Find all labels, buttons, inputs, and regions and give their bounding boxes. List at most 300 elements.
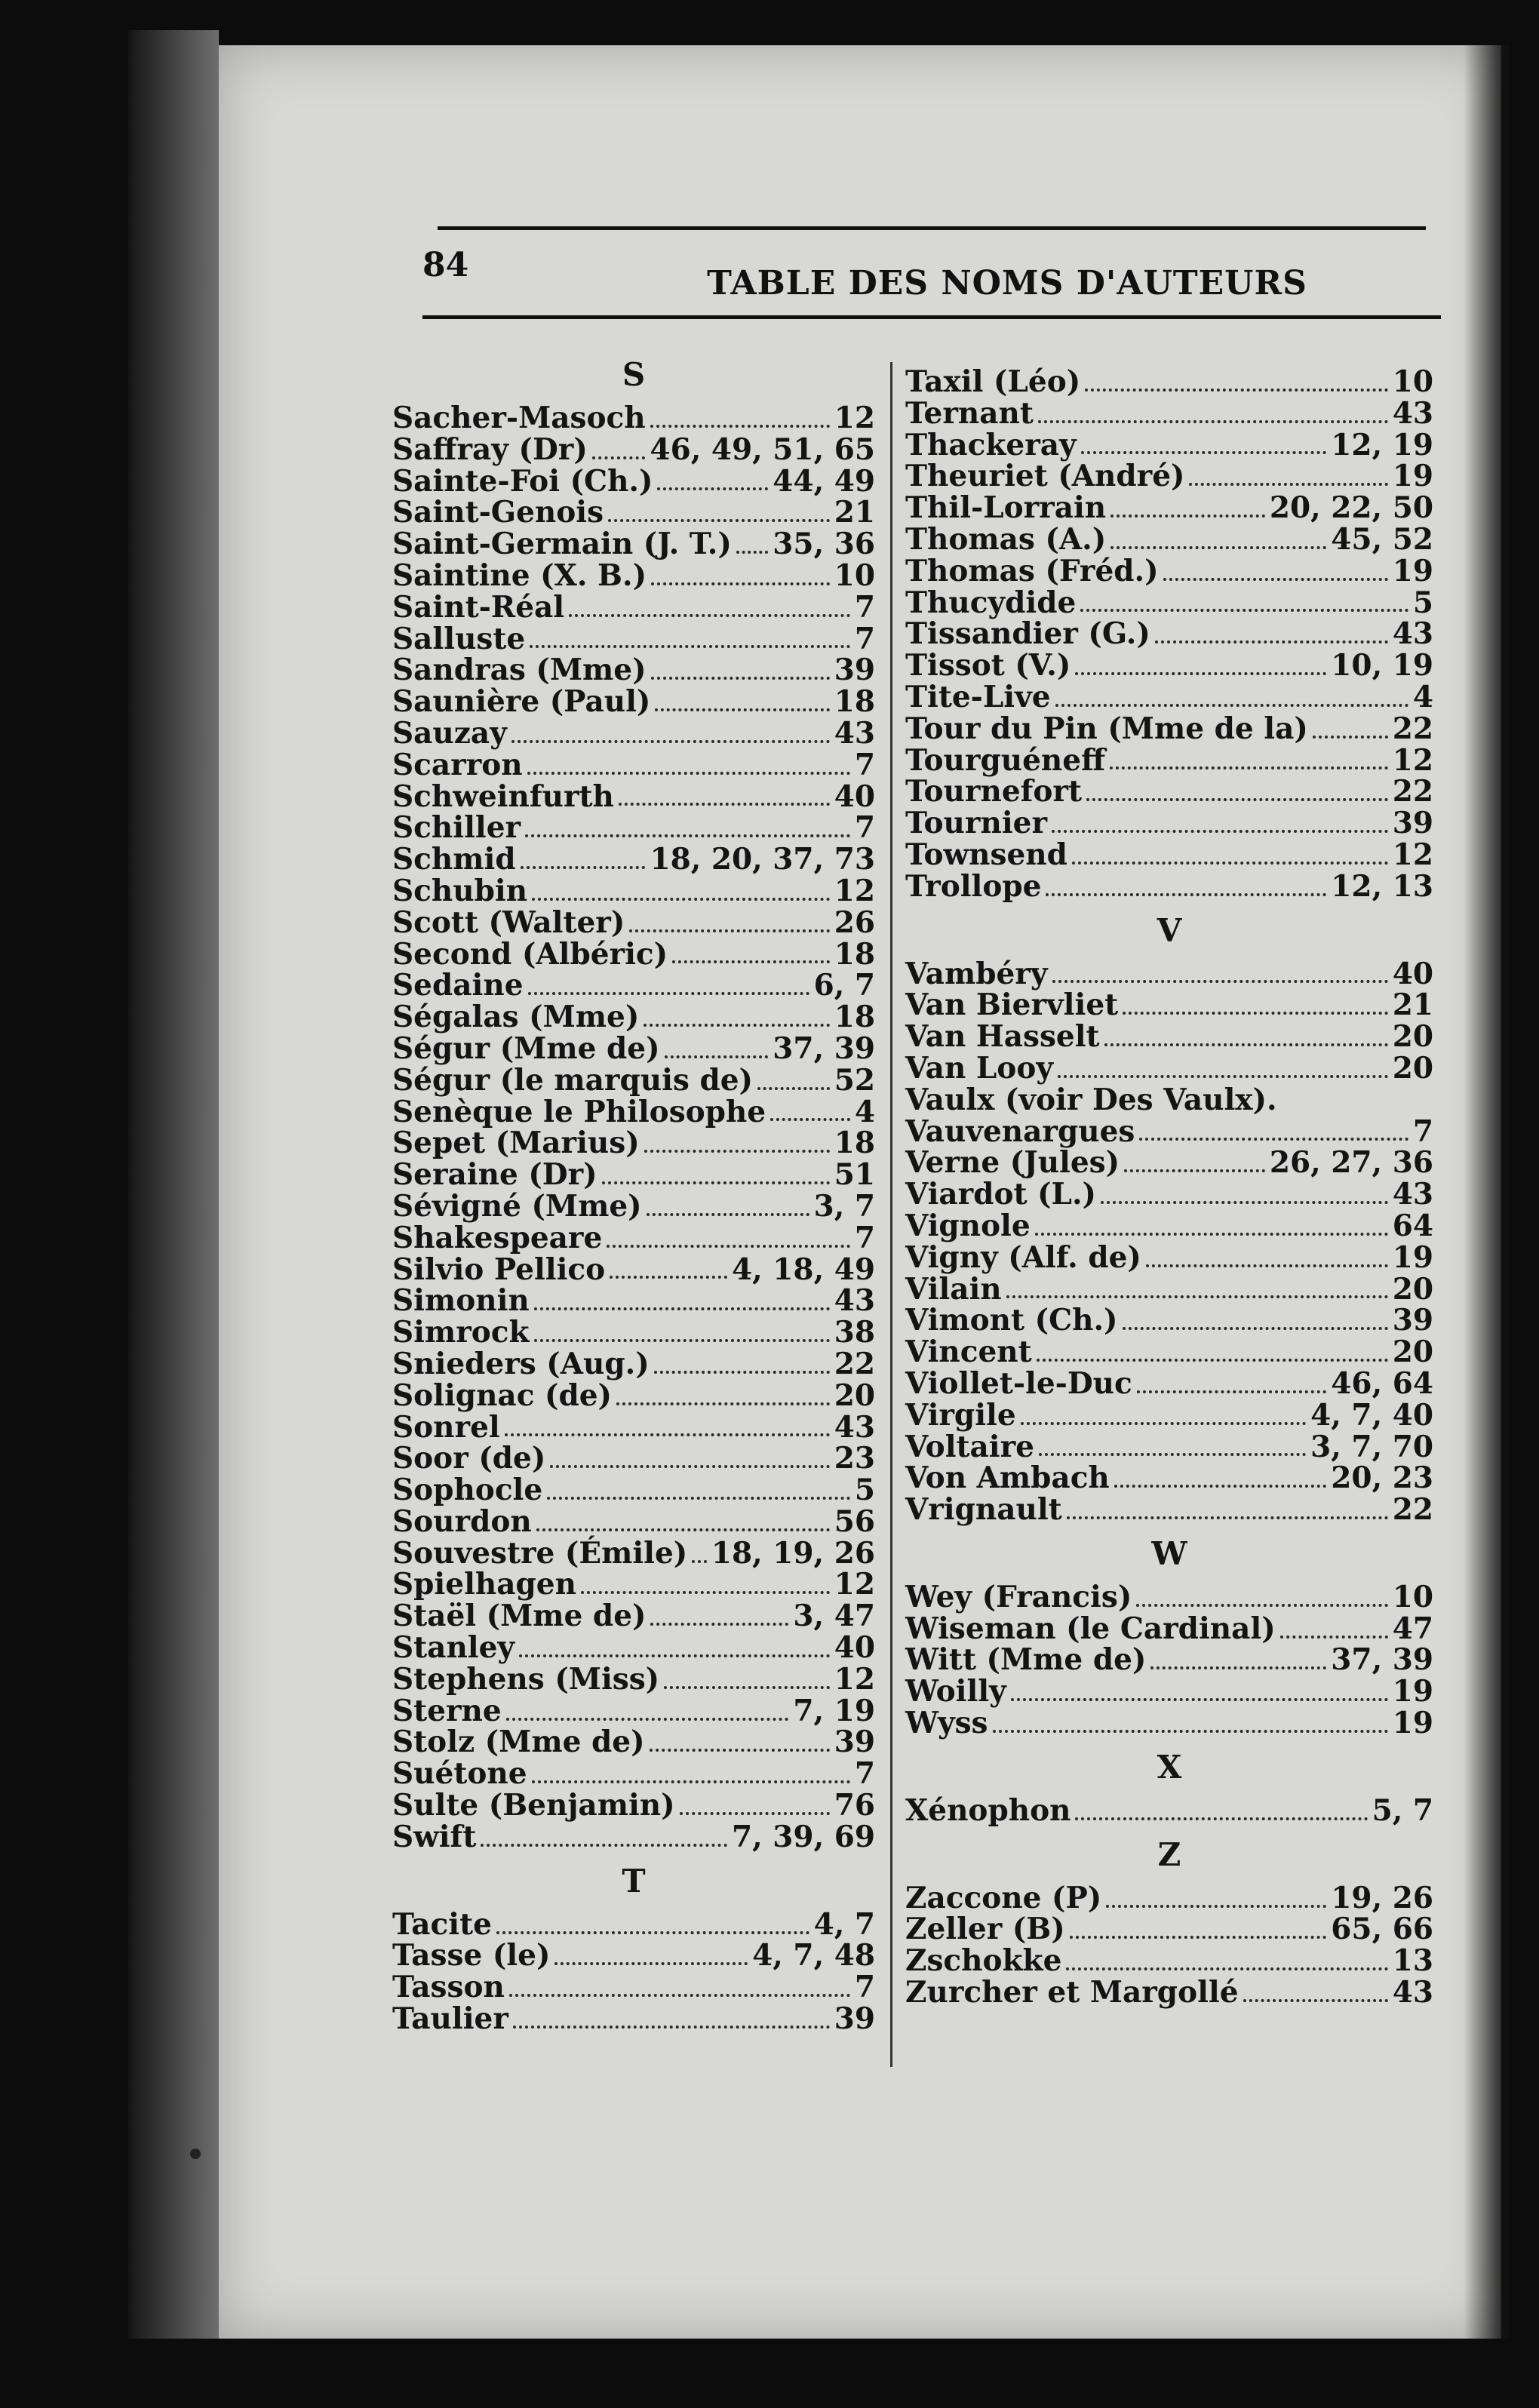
author-name: Snieders (Aug.) <box>392 1346 650 1381</box>
index-entry <box>905 711 1433 746</box>
index-entry <box>392 844 875 876</box>
page-references: 19 <box>1392 1674 1433 1709</box>
dot-leader <box>1021 1422 1306 1425</box>
index-entry <box>905 521 1433 557</box>
page-references: 7 <box>854 589 875 625</box>
page-references: 44, 49 <box>773 463 875 499</box>
dot-leader <box>1189 483 1387 486</box>
dot-leader <box>554 1962 748 1965</box>
author-name: Soor (de) <box>392 1441 546 1476</box>
dot-leader <box>550 1465 829 1468</box>
page-references: 5 <box>854 1473 875 1508</box>
index-entry <box>392 1906 875 1942</box>
index-entry <box>392 1317 875 1349</box>
page-references: 22 <box>1392 1492 1433 1528</box>
dot-leader <box>527 772 850 775</box>
dot-leader <box>1052 830 1388 833</box>
page-references: 43 <box>1392 395 1433 431</box>
index-entry <box>392 970 875 1002</box>
page-references: 18 <box>834 1126 875 1161</box>
author-name: Sedaine <box>392 968 524 1003</box>
author-name: Saunière (Paul) <box>392 684 651 720</box>
dot-leader <box>1101 1201 1388 1204</box>
dot-leader <box>1110 766 1388 769</box>
page-references: 10 <box>1392 364 1433 399</box>
author-name: Van Hasselt <box>905 1019 1100 1055</box>
author-name: Senèque le Philosophe <box>392 1094 766 1129</box>
index-entry <box>905 776 1433 808</box>
dot-leader <box>530 645 850 648</box>
dot-leader <box>1137 1390 1327 1393</box>
index-entry <box>392 1094 875 1129</box>
index-entry <box>392 557 875 593</box>
author-name: Townsend <box>905 837 1067 872</box>
index-entry <box>905 395 1433 431</box>
page-references: 46, 49, 51, 65 <box>650 432 875 467</box>
index-entry <box>905 1977 1433 2009</box>
page-references: 10, 19 <box>1331 648 1433 683</box>
page-references: 43 <box>1392 616 1433 652</box>
author-name: Viollet-le-Duc <box>905 1365 1132 1401</box>
dot-leader <box>1086 798 1388 801</box>
page-references: 37, 39 <box>773 1030 875 1066</box>
author-name: Suétone <box>392 1756 527 1792</box>
page-references: 18, 20, 37, 73 <box>650 842 875 877</box>
index-entry <box>905 1239 1433 1275</box>
page-references: 26 <box>834 905 875 940</box>
index-entry <box>392 463 875 499</box>
author-name: Thucydide <box>905 585 1077 620</box>
index-entry <box>905 1397 1433 1433</box>
page-references: 76 <box>834 1788 875 1823</box>
dot-leader <box>536 1528 830 1531</box>
author-name: Ségur (le marquis de) <box>392 1062 753 1098</box>
index-entry <box>905 585 1433 620</box>
author-name: Vrignault <box>905 1492 1062 1528</box>
page-references: 7, 39, 69 <box>732 1819 875 1854</box>
page-references: 43 <box>1392 1177 1433 1212</box>
page-references: 18 <box>834 684 875 720</box>
dot-leader <box>610 1276 727 1279</box>
author-name: Witt (Mme de) <box>905 1642 1147 1678</box>
index-entry <box>905 1494 1433 1526</box>
author-name: Simrock <box>392 1315 530 1350</box>
author-name: Simonin <box>392 1283 530 1319</box>
index-entry <box>392 2001 875 2037</box>
index-entry <box>905 553 1433 588</box>
dot-leader <box>1243 1999 1388 2002</box>
page-references: 40 <box>834 1630 875 1666</box>
page-references: 7 <box>854 1756 875 1792</box>
page-references: 56 <box>834 1503 875 1539</box>
author-name: Sepet (Marius) <box>392 1126 640 1161</box>
dot-leader <box>521 866 646 869</box>
dot-leader <box>1313 736 1388 739</box>
page-references: 12 <box>834 401 875 435</box>
author-name: Thomas (Fréd.) <box>905 553 1159 588</box>
page-references: 21 <box>1392 987 1433 1023</box>
page-references: 39 <box>1392 1303 1433 1338</box>
dot-leader <box>1110 514 1265 518</box>
author-name: Taulier <box>392 2001 508 2037</box>
index-entry <box>392 1346 875 1381</box>
page-references: 52 <box>834 1062 875 1098</box>
author-name: Zurcher et Margollé <box>905 1975 1239 2010</box>
author-name: Scarron <box>392 747 523 782</box>
author-name: Woilly <box>905 1674 1006 1709</box>
page-references: 3, 47 <box>793 1599 875 1634</box>
dot-leader <box>1067 1516 1388 1519</box>
page-references: 39 <box>1392 806 1433 841</box>
index-entry <box>392 1475 875 1507</box>
page-references: 64 <box>1392 1208 1433 1243</box>
author-name: Thackeray <box>905 427 1077 462</box>
section-letter-w: W <box>1151 1534 1187 1572</box>
author-name: Zschokke <box>905 1943 1062 1979</box>
dot-leader <box>1075 1817 1367 1820</box>
index-entry <box>905 1914 1433 1946</box>
index-entry <box>905 1460 1433 1496</box>
index-entry <box>392 1661 875 1697</box>
dot-leader <box>547 1497 850 1500</box>
index-entry <box>905 679 1433 714</box>
page-references: 37, 39 <box>1331 1642 1433 1678</box>
dot-leader <box>1058 1075 1388 1078</box>
author-name: Vignole <box>905 1208 1031 1243</box>
index-entry <box>392 1443 875 1475</box>
index-entry <box>392 1503 875 1539</box>
author-name: Sandras (Mme) <box>392 653 647 688</box>
index-entry <box>392 779 875 814</box>
dot-leader <box>1123 1012 1388 1015</box>
book-spine-edge <box>128 30 219 2339</box>
dot-leader <box>1155 640 1388 643</box>
dot-leader <box>1052 980 1388 983</box>
page-references: 43 <box>834 1283 875 1319</box>
page-references: 18, 19, 26 <box>711 1535 875 1571</box>
page-references: 22 <box>1392 774 1433 809</box>
dot-leader <box>534 1307 830 1310</box>
dot-leader <box>672 960 830 963</box>
dot-leader <box>1163 578 1388 581</box>
dot-leader <box>581 1591 830 1594</box>
section-letter-s: S <box>622 356 646 393</box>
index-entry <box>392 1972 875 2004</box>
index-entry <box>905 1943 1433 1979</box>
author-name: Sourdon <box>392 1503 532 1539</box>
dot-leader <box>602 1181 830 1184</box>
author-name: Wiseman (le Cardinal) <box>905 1611 1276 1646</box>
dot-leader <box>505 1433 830 1436</box>
author-name: Zaccone (P) <box>905 1880 1102 1915</box>
index-entry <box>392 1285 875 1317</box>
page-references: 7 <box>854 747 875 782</box>
index-entry <box>905 1271 1433 1307</box>
dot-leader <box>644 1024 829 1027</box>
author-name: Vincent <box>905 1335 1032 1370</box>
author-name: Stephens (Miss) <box>392 1661 660 1697</box>
page-references: 40 <box>834 779 875 814</box>
author-name: Second (Albéric) <box>392 936 668 972</box>
page-references: 39 <box>834 653 875 688</box>
page-references: 12, 13 <box>1331 868 1433 904</box>
index-entry <box>905 650 1433 682</box>
page-references: 6, 7 <box>813 968 875 1003</box>
dot-leader <box>629 929 829 932</box>
index-entry <box>392 497 875 529</box>
page-references: 12 <box>1392 837 1433 872</box>
page-references: 20 <box>1392 1019 1433 1055</box>
index-entry <box>392 529 875 561</box>
author-name: Vimont (Ch.) <box>905 1303 1118 1338</box>
author-name: Vaulx (voir Des Vaulx). <box>905 1082 1277 1117</box>
author-name: Theuriet (André) <box>905 459 1185 494</box>
index-entry <box>905 1880 1433 1915</box>
author-name: Verne (Jules) <box>905 1145 1120 1181</box>
dot-leader <box>770 1118 850 1121</box>
author-name: Tourguéneff <box>905 742 1106 778</box>
index-entry <box>905 1082 1433 1117</box>
page-references: 40 <box>1392 956 1433 991</box>
page-references: 19 <box>1392 553 1433 588</box>
author-name: Schubin <box>392 873 528 908</box>
author-name: Schweinfurth <box>392 779 614 814</box>
author-name: Sauzay <box>392 715 507 751</box>
dot-leader <box>654 1371 830 1374</box>
author-name: Sacher-Masoch <box>392 401 646 435</box>
section-letter-t: T <box>622 1862 646 1900</box>
page-references: 65, 66 <box>1331 1912 1433 1947</box>
index-entry <box>392 747 875 782</box>
author-name: Spielhagen <box>392 1567 576 1602</box>
index-entry <box>392 1159 875 1191</box>
page-references: 20, 22, 50 <box>1269 490 1433 526</box>
author-name: Shakespeare <box>392 1220 603 1255</box>
index-entry <box>905 1305 1433 1337</box>
page-references: 21 <box>834 495 875 530</box>
dot-leader <box>680 1812 830 1815</box>
index-entry <box>905 1429 1433 1464</box>
author-name: Sévigné (Mme) <box>392 1188 642 1224</box>
page-number: 84 <box>422 246 469 284</box>
page-references: 38 <box>834 1315 875 1350</box>
dot-leader <box>532 898 830 901</box>
index-entry <box>392 905 875 940</box>
page-references: 47 <box>1392 1611 1433 1646</box>
page-edge-shadow <box>1464 45 1509 2339</box>
author-name: Zeller (B) <box>905 1912 1065 1947</box>
index-entry <box>392 1220 875 1255</box>
author-name: Vigny (Alf. de) <box>905 1239 1141 1275</box>
page-references: 19 <box>1392 1706 1433 1741</box>
dot-leader <box>1124 1169 1265 1172</box>
index-entry <box>905 742 1433 778</box>
page-references: 3, 7, 70 <box>1310 1429 1433 1464</box>
index-entry <box>905 1147 1433 1179</box>
author-name: Tite-Live <box>905 679 1051 714</box>
index-entry <box>905 1792 1433 1828</box>
author-name: Virgile <box>905 1397 1016 1433</box>
author-name: Tournier <box>905 806 1047 841</box>
dot-leader <box>1037 1359 1388 1362</box>
author-name: Sulte (Benjamin) <box>392 1788 675 1823</box>
index-column-left <box>392 347 875 2035</box>
dot-leader <box>534 1339 830 1342</box>
page-references: 4 <box>854 1094 875 1129</box>
index-entry <box>392 1062 875 1098</box>
dot-leader <box>528 992 809 995</box>
index-entry <box>905 1050 1433 1086</box>
author-name: Taxil (Léo) <box>905 364 1081 399</box>
index-entry <box>392 873 875 908</box>
dot-leader <box>1046 893 1326 896</box>
index-entry <box>905 1676 1433 1708</box>
author-name: Van Biervliet <box>905 987 1119 1023</box>
author-name: Schmid <box>392 842 516 877</box>
author-name: Thomas (A.) <box>905 521 1107 557</box>
index-entry <box>905 1021 1433 1053</box>
author-name: Tissandier (G.) <box>905 616 1150 652</box>
index-entry <box>392 1128 875 1159</box>
author-name: Schiller <box>392 810 521 846</box>
page-references: 35, 36 <box>773 527 875 562</box>
section-letter-x: X <box>1157 1748 1182 1786</box>
dot-leader <box>1066 1967 1387 1970</box>
page-references: 19 <box>1392 1239 1433 1275</box>
dot-leader <box>1039 1453 1306 1456</box>
dot-leader <box>607 1245 850 1248</box>
page-references: 22 <box>1392 711 1433 746</box>
dot-leader <box>1146 1264 1388 1267</box>
index-entry <box>392 1030 875 1066</box>
author-name: Sonrel <box>392 1409 500 1445</box>
author-name: Ségalas (Mme) <box>392 1000 640 1035</box>
index-entry <box>392 1790 875 1822</box>
index-entry <box>392 1758 875 1790</box>
dot-leader <box>592 456 646 459</box>
dot-leader <box>569 614 850 617</box>
index-entry <box>905 1611 1433 1646</box>
index-entry <box>392 1940 875 1972</box>
page-references: 4, 18, 49 <box>732 1252 875 1287</box>
index-entry <box>905 1642 1433 1678</box>
author-name: Thil-Lorrain <box>905 490 1107 526</box>
author-name: Vilain <box>905 1271 1002 1307</box>
author-name: Viardot (L.) <box>905 1177 1096 1212</box>
page-references: 7 <box>854 621 875 656</box>
column-divider <box>890 362 892 2067</box>
author-name: Ternant <box>905 395 1034 431</box>
index-entry <box>905 837 1433 872</box>
author-name: Tournefort <box>905 774 1082 809</box>
dot-leader <box>655 708 829 711</box>
page-references: 20 <box>1392 1271 1433 1307</box>
author-name: Sterne <box>392 1693 502 1728</box>
page-references: 43 <box>834 1409 875 1445</box>
page-references: 7 <box>1412 1113 1433 1149</box>
index-entry <box>905 808 1433 840</box>
author-name: Van Looy <box>905 1050 1053 1086</box>
author-name: Tour du Pin (Mme de la) <box>905 711 1308 746</box>
page-references: 12, 19 <box>1331 427 1433 462</box>
page-references: 10 <box>1392 1579 1433 1614</box>
page-references: 20, 23 <box>1331 1460 1433 1496</box>
author-name: Saint-Genois <box>392 495 604 530</box>
dot-leader <box>481 1844 727 1847</box>
page-references: 5, 7 <box>1372 1792 1433 1828</box>
page-references: 7 <box>854 1220 875 1255</box>
page-references: 39 <box>834 1725 875 1760</box>
author-name: Trollope <box>905 868 1042 904</box>
dot-leader <box>657 487 768 490</box>
dot-leader <box>616 1402 830 1405</box>
page-references: 7 <box>854 810 875 846</box>
author-name: Tissot (V.) <box>905 648 1071 683</box>
section-letter-v: V <box>1157 911 1182 949</box>
index-entry <box>392 1252 875 1287</box>
index-entry <box>392 1632 875 1664</box>
page-speck <box>190 2148 201 2159</box>
dot-leader <box>1075 672 1326 675</box>
dot-leader <box>1070 1936 1327 1939</box>
author-name: Souvestre (Émile) <box>392 1535 688 1571</box>
index-entry <box>905 1579 1433 1614</box>
index-entry <box>905 987 1433 1023</box>
page-references: 19, 26 <box>1331 1880 1433 1915</box>
index-entry <box>392 621 875 656</box>
dot-leader <box>664 1686 830 1689</box>
dot-leader <box>650 1749 830 1752</box>
page-references: 18 <box>834 936 875 972</box>
page-references: 46, 64 <box>1331 1365 1433 1401</box>
dot-leader <box>1011 1698 1388 1701</box>
dot-leader <box>993 1730 1388 1733</box>
dot-leader <box>1035 1233 1388 1236</box>
author-name: Solignac (de) <box>392 1378 613 1413</box>
page-references: 12 <box>834 873 875 908</box>
dot-leader <box>509 1994 850 1997</box>
dot-leader <box>736 551 768 554</box>
page-references: 20 <box>1392 1335 1433 1370</box>
dot-leader <box>651 677 830 680</box>
page-references: 7, 19 <box>793 1693 875 1728</box>
page-references: 7 <box>854 1970 875 2005</box>
page-references: 3, 7 <box>813 1188 875 1224</box>
dot-leader <box>1104 1043 1388 1046</box>
page-references: 4 <box>1412 679 1433 714</box>
dot-leader <box>1106 1905 1326 1908</box>
page-references: 4, 7, 40 <box>1310 1397 1433 1433</box>
dot-leader <box>650 1623 788 1626</box>
author-name: Vauvenargues <box>905 1113 1135 1149</box>
index-entry <box>905 1337 1433 1368</box>
index-entry <box>392 655 875 686</box>
index-entry <box>905 1113 1433 1149</box>
page-references: 43 <box>834 715 875 751</box>
page-references: 13 <box>1392 1943 1433 1979</box>
index-entry <box>392 1002 875 1034</box>
dot-leader <box>651 582 830 585</box>
index-entry <box>392 1601 875 1632</box>
page-references: 19 <box>1392 459 1433 494</box>
dot-leader <box>1055 704 1408 707</box>
page-references: 12 <box>834 1567 875 1602</box>
author-name: Stolz (Mme de) <box>392 1725 645 1760</box>
author-name: Saintine (X. B.) <box>392 557 647 593</box>
dot-leader <box>665 1055 769 1058</box>
index-entry <box>392 403 875 435</box>
author-name: Tacite <box>392 1906 492 1942</box>
